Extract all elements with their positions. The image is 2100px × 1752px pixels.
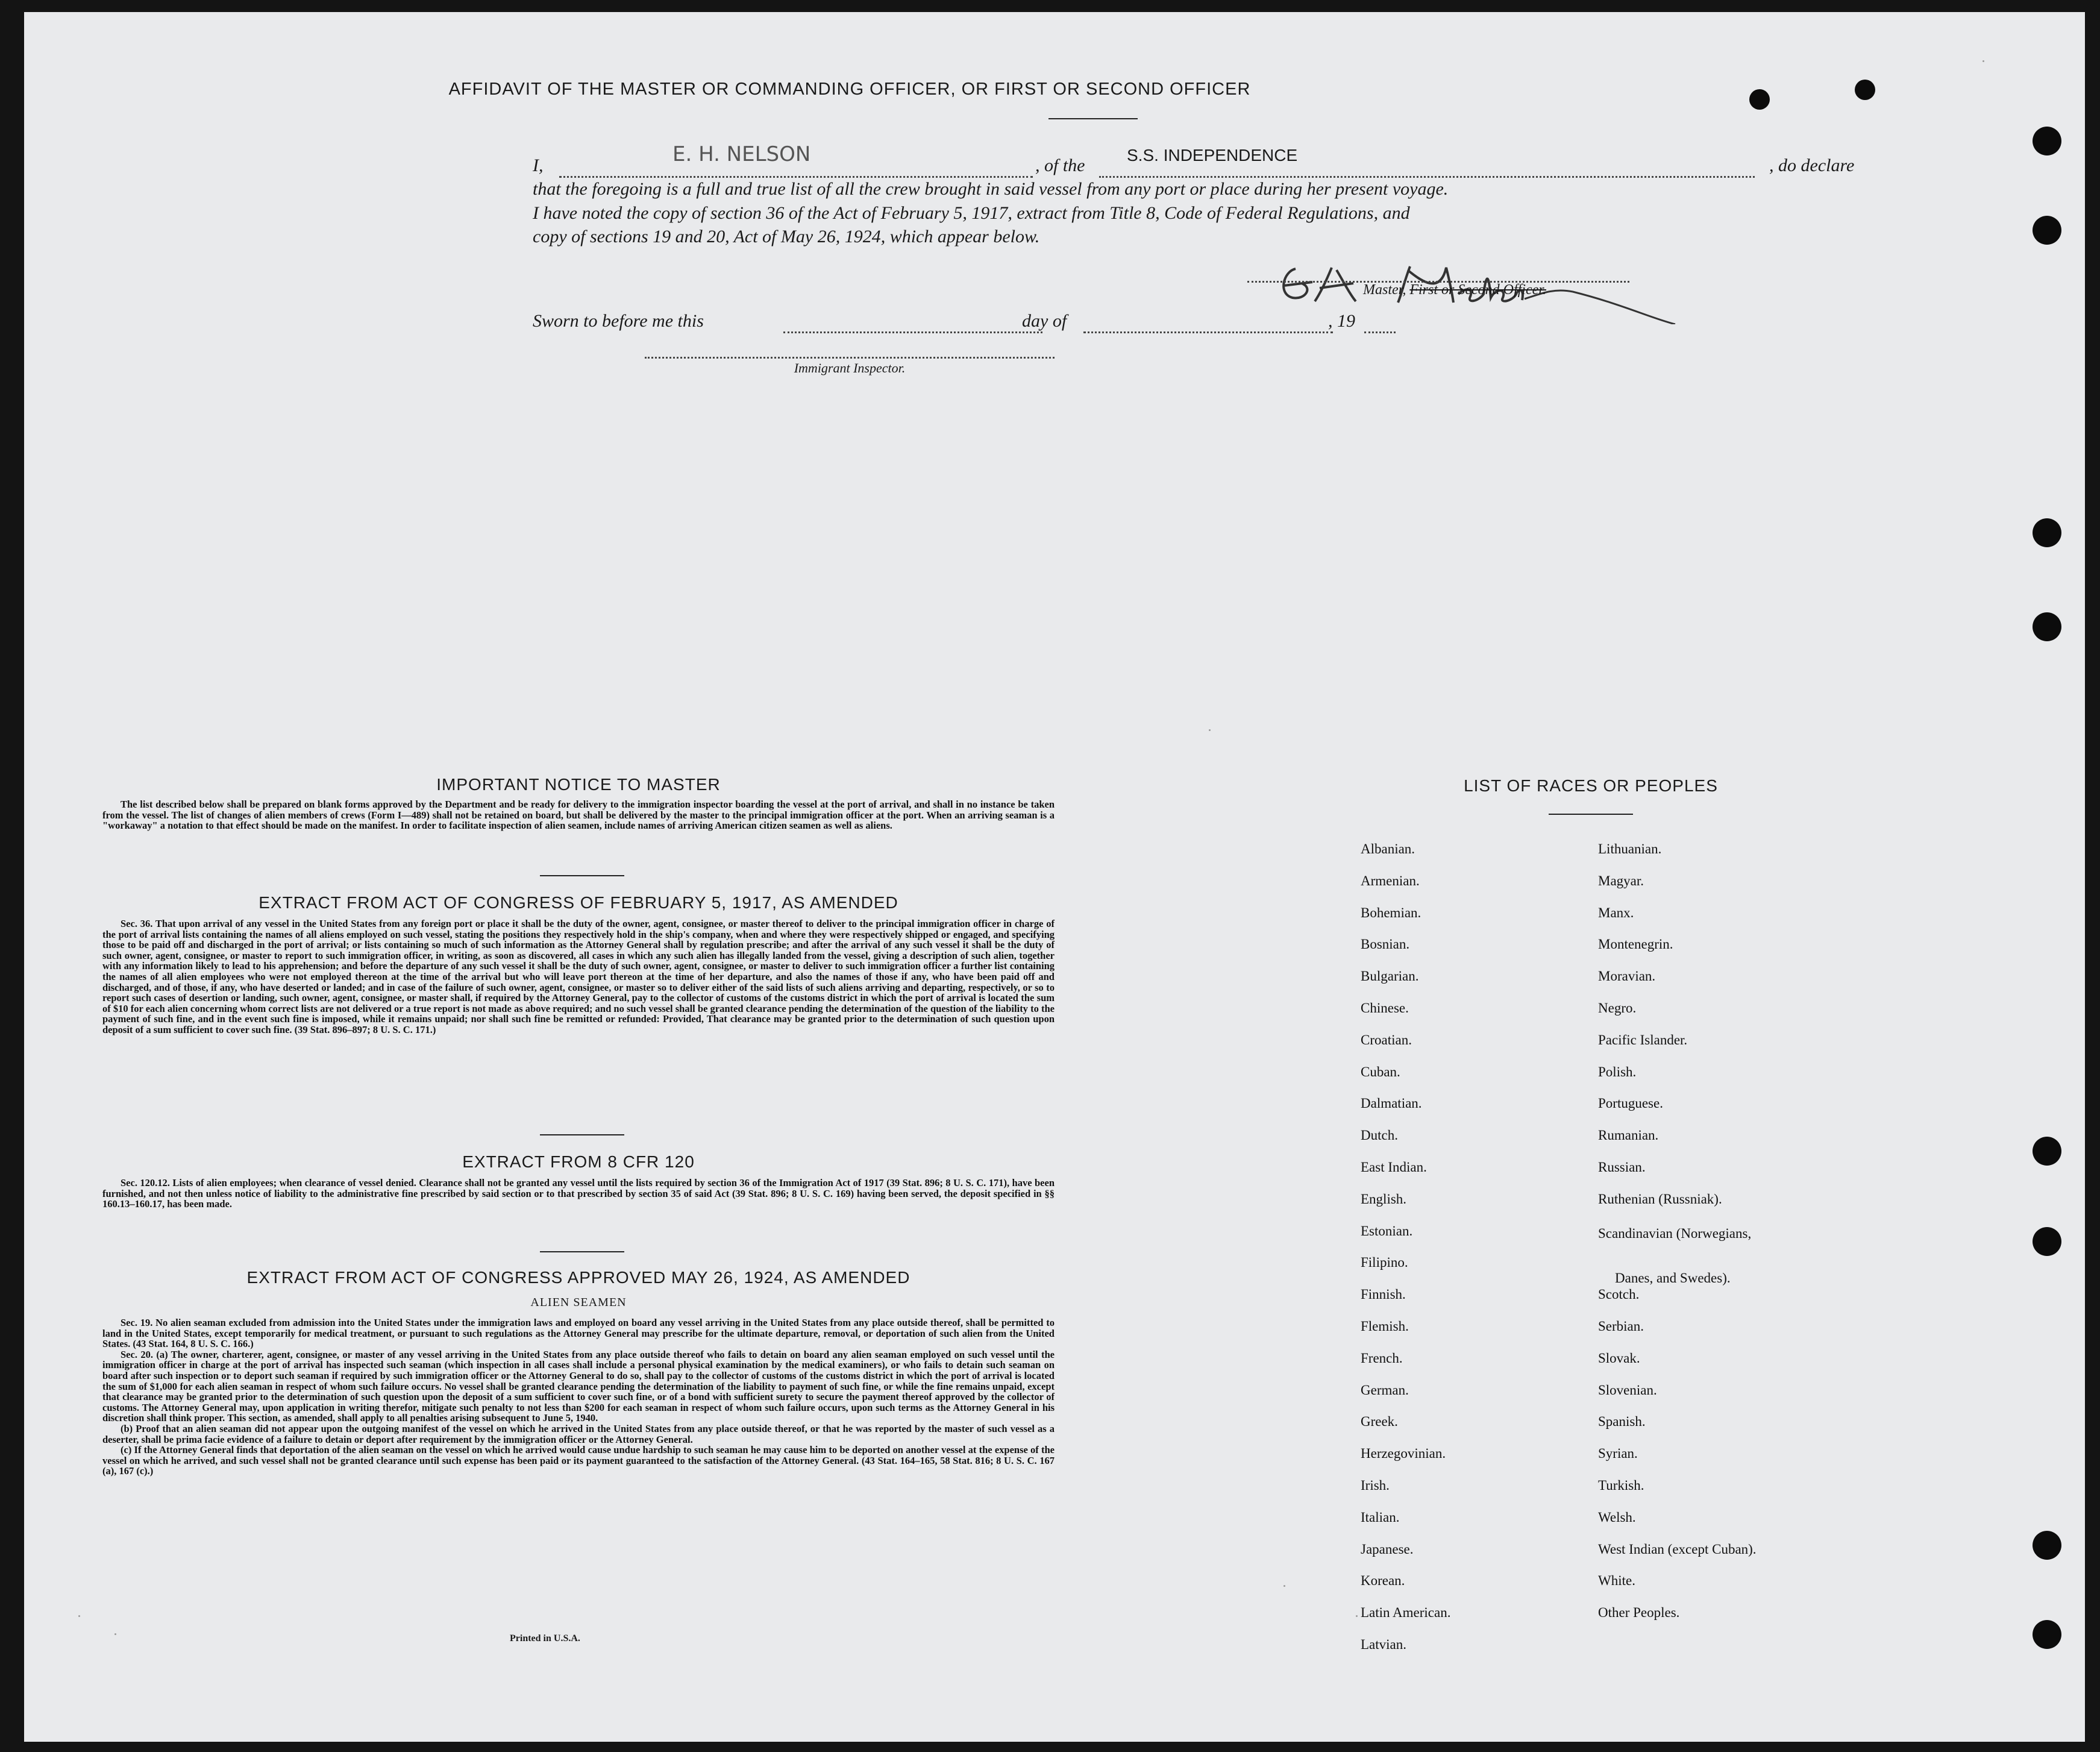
race-item-left: Flemish.: [1361, 1319, 1409, 1334]
race-item-left: Croatian.: [1361, 1032, 1412, 1047]
year-label: , 19: [1328, 311, 1355, 331]
punch-hole: [2033, 1227, 2061, 1256]
form-page: [24, 12, 2085, 1742]
race-item-left: Japanese.: [1361, 1541, 1414, 1557]
race-item-right: Welsh.: [1598, 1509, 1636, 1525]
race-item-left: Cuban.: [1361, 1064, 1400, 1079]
race-item-right: West Indian (except Cuban).: [1598, 1541, 1757, 1557]
punch-hole: [1855, 80, 1875, 100]
struck-officer-label: First or Second Officer.: [1409, 282, 1546, 298]
extract1917-title: EXTRACT FROM ACT OF CONGRESS OF FEBRUARY 5, 1917, AS AMENDED: [259, 893, 898, 912]
race-item-right: Moravian.: [1598, 969, 1656, 984]
race-item-right: Montenegrin.: [1598, 937, 1673, 952]
affidavit-line3: I have noted the copy of section 36 of the Act of February 5, 1917, extract from Title 8, Code of Federal Regulations, and: [533, 203, 1410, 223]
i-label: I,: [533, 155, 544, 175]
race-item-right: Ruthenian (Russniak).: [1598, 1191, 1722, 1207]
cfr-divider: [540, 1251, 624, 1252]
notice-title: IMPORTANT NOTICE TO MASTER: [436, 775, 721, 794]
races-title: LIST OF RACES OR PEOPLES: [1464, 776, 1718, 795]
race-item-left: Chinese.: [1361, 1000, 1409, 1016]
punch-hole: [2033, 127, 2061, 155]
race-item-left: Greek.: [1361, 1414, 1398, 1430]
cfr-title: EXTRACT FROM 8 CFR 120: [462, 1152, 695, 1171]
declare-label: , do declare: [1769, 155, 1855, 175]
master-label-row: [1363, 282, 1546, 298]
race-item-right: Syrian.: [1598, 1446, 1638, 1462]
race-item-left: Albanian.: [1361, 841, 1415, 856]
race-item-left: Irish.: [1361, 1478, 1390, 1493]
affidavit-line1: [533, 142, 1895, 175]
race-item-left: Bulgarian.: [1361, 969, 1419, 984]
inspector-label: Immigrant Inspector.: [794, 360, 906, 375]
punch-hole: [2033, 1531, 2061, 1560]
vessel-name: S.S. INDEPENDENCE: [1127, 146, 1298, 165]
race-item-right: Russian.: [1598, 1160, 1646, 1175]
notice-body: The list described below shall be prepared on blank forms approved by the Department and be ready for delivery to the immigration inspector boarding the vessel at the port of arrival, and shall in no instance be taken from the vessel. The list of changes of alien members of crews (Form I—489) shall not be retained on board, but shall be delivered by the master to the principal immigration officer at the port. When an arriving seaman is a "workaway" a notation to that effect should be made on the manifest. In order to facilitate inspection of alien seamen, include names of arriving American citizen seamen as well as aliens.: [102, 799, 1055, 832]
master-label: Master,: [1363, 282, 1410, 298]
race-item-right: Scotch.: [1598, 1287, 1640, 1302]
vessel-line: [1099, 176, 1755, 178]
sworn-label: Sworn to before me this: [533, 311, 704, 331]
extract1917-divider: [540, 1134, 624, 1135]
race-item-left: Bohemian.: [1361, 905, 1421, 920]
race-item-left: Italian.: [1361, 1509, 1400, 1525]
race-item-left: English.: [1361, 1191, 1407, 1207]
race-item-right: Negro.: [1598, 1000, 1637, 1016]
race-item-left: Filipino.: [1361, 1255, 1408, 1270]
extract1924-subtitle: ALIEN SEAMEN: [530, 1296, 627, 1309]
race-item-right: Slovenian.: [1598, 1382, 1657, 1398]
sworn-month-line: [1083, 331, 1333, 333]
race-item-left: Bosnian.: [1361, 937, 1410, 952]
extract1924-title: EXTRACT FROM ACT OF CONGRESS APPROVED MAY 26, 1924, AS AMENDED: [246, 1268, 911, 1287]
race-item-right: Spanish.: [1598, 1414, 1646, 1430]
printed-in-usa: Printed in U.S.A.: [510, 1633, 580, 1644]
notice-divider: [540, 875, 624, 876]
extract1924-body: [102, 1317, 1055, 1477]
sec20b-text: (b) Proof that an alien seaman did not appear upon the outgoing manifest of the vessel on which he arrived in the United States from any place outside thereof, or that he was reported by the master of such vessel as a deserter, shall be prima facie evidence of a failure to detain or deport after requirement by the immigration officer or the Attorney General.: [102, 1422, 1055, 1445]
race-item-left: Armenian.: [1361, 873, 1420, 888]
race-item-left: Dalmatian.: [1361, 1096, 1422, 1111]
race-item-left: Estonian.: [1361, 1223, 1413, 1239]
race-item-right: Turkish.: [1598, 1478, 1644, 1493]
race-item-left: Latin American.: [1361, 1605, 1451, 1621]
officer-name: E. H. NELSON: [672, 142, 811, 166]
sworn-day-line: [783, 331, 1042, 333]
race-item-right: Magyar.: [1598, 873, 1644, 888]
race-item-left: Latvian.: [1361, 1637, 1406, 1652]
punch-hole: [1749, 89, 1770, 110]
race-item-right: Manx.: [1598, 905, 1634, 920]
punch-hole: [2033, 1620, 2061, 1649]
race-item-right: Other Peoples.: [1598, 1605, 1680, 1621]
affidavit-title: AFFIDAVIT OF THE MASTER OR COMMANDING OFFICER, OR FIRST OR SECOND OFFICER: [448, 80, 1251, 99]
sworn-row: [533, 300, 1400, 330]
race-item-right: Polish.: [1598, 1064, 1637, 1079]
affidavit-line4: copy of sections 19 and 20, Act of May 26, 1924, which appear below.: [533, 227, 1040, 246]
race-item-right: Pacific Islander.: [1598, 1032, 1688, 1047]
race-item-right: Rumanian.: [1598, 1128, 1659, 1143]
punch-hole: [2033, 518, 2061, 547]
race-item-right: White.: [1598, 1573, 1635, 1589]
sworn-year-line: [1364, 331, 1396, 333]
cfr-body: Sec. 120.12. Lists of alien employees; when clearance of vessel denied. Clearance shall not be granted any vessel until the lists required by section 36 of the Immigration Act of 1917 (39 Stat. 896; 8 U. S. C. 171), have been furnished, and not then unless notice of liability to the administrative fine prescribed by said section or to that prescribed by section 35 of said Act (39 Stat. 896; 8 U. S. C. 169) having been served, the deposit specified in §§ 160.13–160.17, has been made.: [102, 1177, 1055, 1210]
race-item-left: Herzegovinian.: [1361, 1446, 1446, 1462]
race-item-left: East Indian.: [1361, 1160, 1427, 1175]
race-item-right: Scandinavian (Norwegians,: [1598, 1225, 1752, 1241]
name-line: [559, 176, 1033, 178]
extract1917-body: Sec. 36. That upon arrival of any vessel in the United States from any foreign port or place it shall be the duty of the owner, agent, consignee, or master thereof to deliver to the principal immigration officer in charge of the port of arrival lists containing the names of all aliens employed on such vessel, stating the positions they respectively hold in the ship's company, when and where they were respectively shipped or engaged, and specifying those to be paid off and discharged in the port of arrival; or lists containing so much of such information as the Attorney General shall by regulation prescribe; and after the arrival of any such vessel it shall be the duty of such owner, agent, consignee, or master to report to such immigration officer, in writing, as soon as discovered, all cases in which any such alien has illegally landed from the vessel, giving a description of such alien, together with any information likely to lead to his apprehension; and before the departure of any such vessel it shall be the duty of such owner, agent, consignee, or master to deliver to such immigration officer a further list containing the names of all alien employees who were not employed thereon at the time of the arrival but who will leave port thereon at the time of her departure, and also the names of those if any, who have been paid off and discharged, and of those, if any, who have deserted or landed; and in case of the failure of such owner, agent, consignee, or master so to deliver either of the said lists of such aliens arriving and departing, respectively, or so to report such cases of desertion or landing, such owner, agent, consignee, or master shall, if required by the Attorney General, pay to the collector of customs of the customs district in which the port of arrival is located the sum of $10 for each alien concerning whom correct lists are not delivered or a true report is not made as above required; and no such vessel shall be granted clearance pending the determination of the question of the liability to the payment of such fine, and in the event such fine is imposed, while it remains unpaid; nor shall such fine be remitted or refunded: Provided, That clearance may be granted prior to the determination of such question upon deposit of a sum sufficient to cover such fine. (39 Stat. 896–897; 8 U. S. C. 171.): [102, 918, 1055, 1035]
affidavit-line2: that the foregoing is a full and true list of all the crew brought in said vessel from any port or place during her present voyage.: [533, 179, 1449, 199]
race-item-right: Serbian.: [1598, 1319, 1644, 1334]
punch-hole: [2033, 1137, 2061, 1166]
sec19-text: Sec. 19. No alien seaman excluded from admission into the United States under the immigration laws and employed on board any vessel arriving in the United States from any place outside thereof, shall be permitted to land in the United States, except temporarily for medical treatment, or pursuant to such regulations as the Attorney General may prescribe for the ultimate departure, removal, or deportation of such alien from the United States. (43 Stat. 164, 8 U. S. C. 166.): [102, 1317, 1055, 1350]
punch-hole: [2033, 216, 2061, 245]
punch-hole: [2033, 612, 2061, 641]
sec20a-text: Sec. 20. (a) The owner, charterer, agent, consignee, or master of any vessel arriving in the United States from any place outside thereof who fails to detain on board any alien seaman employed on such vessel until the immigration officer in charge at the port of arrival has inspected such seaman (which inspection in all cases shall include a personal physical examination by the medical examiners), or who fails to detain such seaman on board after such inspection or to deport such seaman if required by such immigration officer or the Attorney General to do so, shall pay to the collector of customs of the customs district in which the port of arrival is located the sum of $1,000 for each alien seaman in respect of whom such failure occurs. No vessel shall be granted clearance pending the determination of the liability to payment of such fine, or while the fine remains unpaid, except that clearance may be granted prior to the determination of such question upon the deposit of a sum sufficient to cover such fine, or of a bond with sufficient surety to secure the payment thereof approved by the collector of customs. The Attorney General may, upon application in writing therefor, mitigate such penalty to not less than $200 for each seaman in respect of whom such failure occurs, upon such terms as the Attorney General in his discretion shall think proper. This section, as amended, shall apply to all penalties arising subsequent to June 5, 1940.: [102, 1348, 1055, 1424]
race-item-right: Lithuanian.: [1598, 841, 1662, 856]
title-underline: [1048, 118, 1138, 119]
race-item-right: Danes, and Swedes).: [1615, 1270, 1731, 1286]
inspector-line: [645, 357, 1055, 359]
of-the-label: , of the: [1035, 155, 1085, 175]
race-item-right: Slovak.: [1598, 1350, 1640, 1366]
race-item-left: Dutch.: [1361, 1128, 1398, 1143]
day-of-label: day of: [1022, 311, 1067, 331]
races-underline: [1549, 814, 1633, 815]
sec20c-text: (c) If the Attorney General finds that deportation of the alien seaman on the vessel on which he arrived would cause undue hardship to such seaman he may cause him to be deported on another vessel at the expense of the vessel on which he arrived, and such vessel shall not be granted clearance until such expense has been paid or its payment guaranteed to the satisfaction of the Attorney General. (43 Stat. 164–165, 58 Stat. 816; 8 U. S. C. 167 (a), 167 (c).): [102, 1444, 1055, 1477]
race-item-left: Finnish.: [1361, 1287, 1406, 1302]
race-item-left: Korean.: [1361, 1573, 1405, 1589]
race-item-left: French.: [1361, 1350, 1403, 1366]
race-item-left: German.: [1361, 1382, 1409, 1398]
race-item-right: Portuguese.: [1598, 1096, 1663, 1111]
